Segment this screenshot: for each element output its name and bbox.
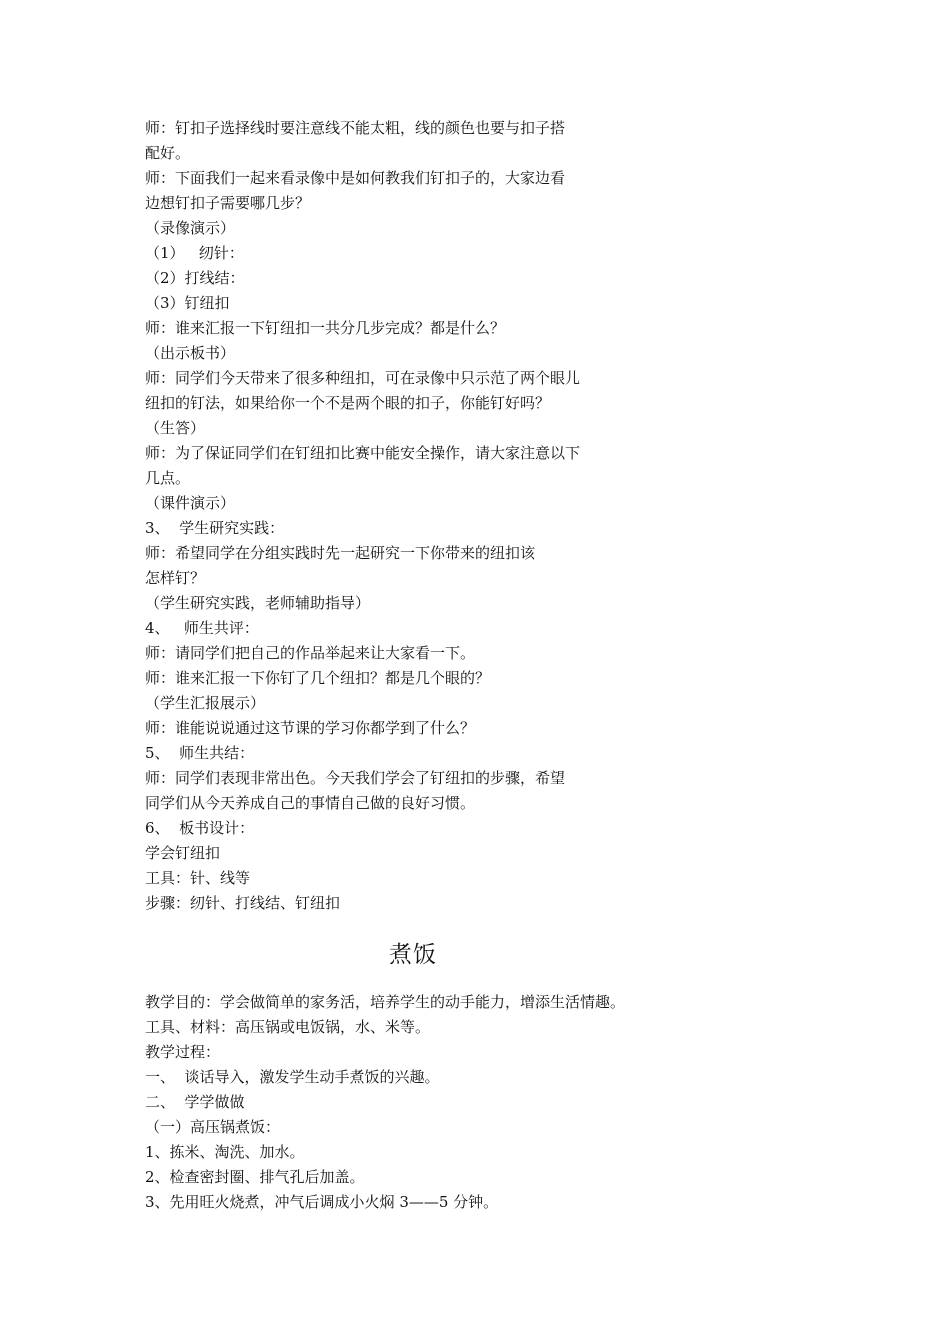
text-line: 1、拣米、淘洗、加水。 (145, 1143, 305, 1161)
text-line: 5、 师生共结： (145, 744, 255, 762)
text-line: （2）打线结： (145, 269, 245, 287)
text-line: （学生研究实践，老师辅助指导） (145, 594, 371, 612)
text-line: （出示板书） (145, 344, 236, 362)
text-line: 几点。 (145, 469, 191, 487)
text-line: 师：同学们今天带来了很多种纽扣，可在录像中只示范了两个眼儿 (145, 369, 581, 387)
text-line: 师：同学们表现非常出色。今天我们学会了钉纽扣的步骤，希望 (145, 769, 566, 787)
text-line: （录像演示） (145, 219, 236, 237)
text-line: 师：谁来汇报一下钉纽扣一共分几步完成？都是什么？ (145, 319, 506, 337)
text-line: 4、 师生共评： (145, 619, 259, 637)
text-line: 师：希望同学在分组实践时先一起研究一下你带来的纽扣该 (145, 544, 536, 562)
text-line: 师：谁能说说通过这节课的学习你都学到了什么？ (145, 719, 476, 737)
text-line: 6、 板书设计： (145, 819, 255, 837)
text-line: 师：请同学们把自己的作品举起来让大家看一下。 (145, 644, 476, 662)
text-line: 工具：针、线等 (145, 869, 251, 887)
text-line: （1） 纫针： (145, 244, 244, 262)
text-line: （课件演示） (145, 494, 236, 512)
text-line: 二、 学学做做 (145, 1093, 245, 1111)
text-line: 师：钉扣子选择线时要注意线不能太粗，线的颜色也要与扣子搭 (145, 119, 566, 137)
text-line: 3、 学生研究实践： (145, 519, 285, 537)
text-line: （学生汇报展示） (145, 694, 266, 712)
text-line: 师：谁来汇报一下你钉了几个纽扣？都是几个眼的？ (145, 669, 491, 687)
text-line: 3、先用旺火烧煮，冲气后调成小火焖 3——5 分钟。 (145, 1193, 499, 1211)
text-line: 怎样钉？ (145, 569, 206, 587)
text-line: 同学们从今天养成自己的事情自己做的良好习惯。 (145, 794, 476, 812)
text-line: （生答） (145, 419, 206, 437)
text-line: 纽扣的钉法，如果给你一个不是两个眼的扣子，你能钉好吗？ (145, 394, 551, 412)
text-line: 步骤：纫针、打线结、钉纽扣 (145, 894, 341, 912)
text-line: 教学目的：学会做简单的家务活，培养学生的动手能力，增添生活情趣。 (145, 993, 626, 1011)
text-line: 师：为了保证同学们在钉纽扣比赛中能安全操作，请大家注意以下 (145, 444, 581, 462)
text-line: 教学过程： (145, 1043, 221, 1061)
lesson-title: 煮饭 (389, 942, 437, 968)
text-line: 2、检查密封圈、排气孔后加盖。 (145, 1168, 365, 1186)
text-line: 一、 谈话导入，激发学生动手煮饭的兴趣。 (145, 1068, 440, 1086)
text-line: 师：下面我们一起来看录像中是如何教我们钉扣子的，大家边看 (145, 169, 566, 187)
text-line: 学会钉纽扣 (145, 844, 221, 862)
text-line: （一）高压锅煮饭： (145, 1118, 281, 1136)
text-line: 配好。 (145, 144, 191, 162)
text-line: （3）钉纽扣 (145, 294, 230, 312)
text-line: 边想钉扣子需要哪几步？ (145, 194, 311, 212)
text-line: 工具、材料：高压锅或电饭锅，水、米等。 (145, 1018, 431, 1036)
